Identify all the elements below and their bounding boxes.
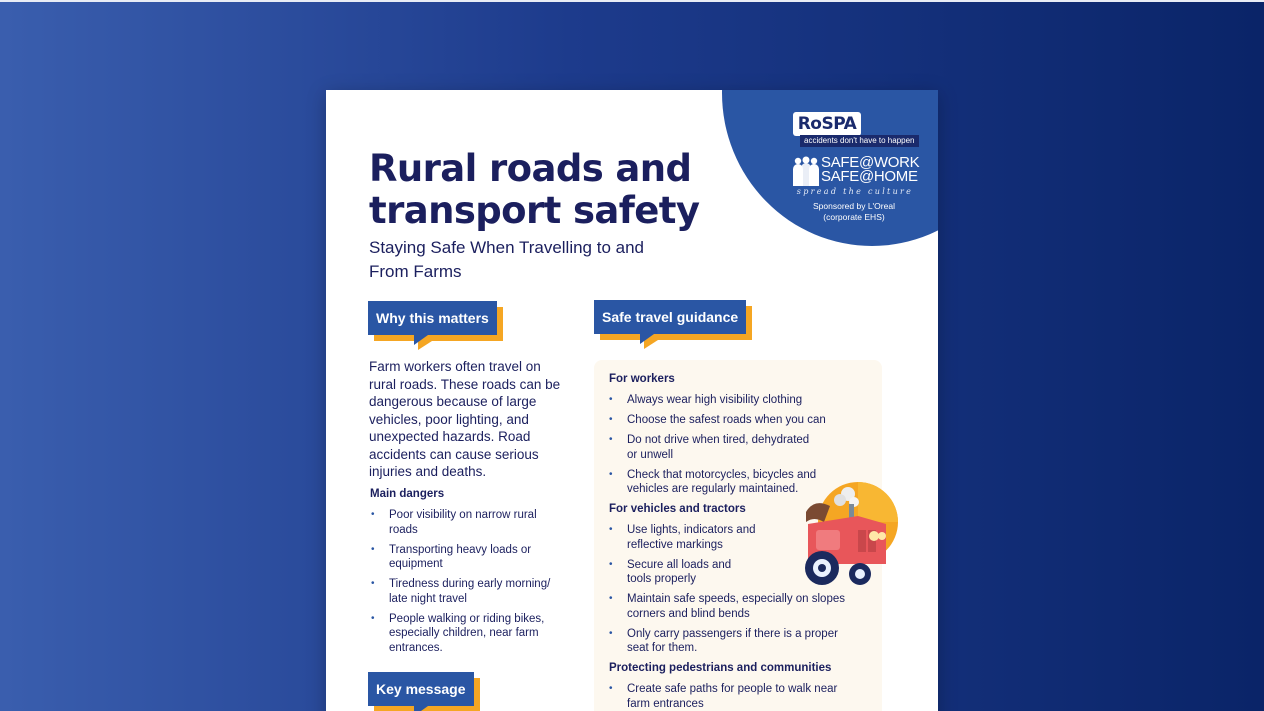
tag-tail [414, 335, 428, 345]
for-workers-heading: For workers [609, 373, 675, 385]
list-item: • Maintain safe speeds, especially on slopes corners and blind bends [608, 592, 858, 621]
safe-travel-guidance-label: Safe travel guidance [602, 309, 739, 325]
top-border [0, 0, 1264, 2]
page-title: Rural roads and transport safety [369, 147, 700, 232]
why-this-matters-tag [368, 301, 497, 335]
dangers-list [370, 508, 556, 661]
list-item: • Use lights, indicators and reflective markings [608, 523, 768, 552]
safe-at-work-logo [821, 156, 919, 184]
for-vehicles-heading: For vehicles and tractors [609, 503, 746, 515]
list-item: • Always wear high visibility clothing [608, 393, 830, 408]
why-this-matters-label: Why this matters [376, 310, 489, 326]
intro-paragraph: Farm workers often travel on rural roads. These roads can be dangerous because of large vehicles, poor lighting, and unexpected hazards. Road accidents can cause serious injuries and deaths. [369, 359, 561, 479]
key-message-tag [368, 672, 474, 706]
protecting-pedestrians-heading: Protecting pedestrians and communities [609, 662, 832, 674]
list-item: • People walking or riding bikes, especially children, near farm entrances. [370, 612, 556, 656]
tag-tail [414, 706, 428, 711]
safe-work-text: SAFE@WORK [821, 154, 920, 171]
list-item: • Poor visibility on narrow rural roads [370, 508, 556, 537]
safe-travel-guidance-tag [594, 300, 746, 334]
sponsor-line-1: Sponsored by L'Oreal [813, 201, 895, 211]
family-icon [792, 156, 820, 186]
document-page [326, 90, 938, 711]
list-item: • Choose the safest roads when you can [608, 413, 830, 428]
list-item: • Only carry passengers if there is a proper seat for them. [608, 627, 838, 656]
list-item: • Do not drive when tired, dehydrated or unwell [608, 433, 818, 462]
pedestrians-list [608, 682, 858, 711]
spread-the-culture: spread the culture [796, 187, 914, 196]
list-item: • Secure all loads and tools properly [608, 558, 738, 587]
page-subtitle: Staying Safe When Travelling to and From Farms [369, 238, 644, 281]
sponsor-line-2: (corporate EHS) [823, 212, 885, 222]
tag-tail [640, 334, 654, 344]
main-dangers-heading: Main dangers [370, 488, 445, 500]
safe-home-text: SAFE@HOME [821, 168, 918, 185]
list-item: • Create safe paths for people to walk near farm entrances [608, 682, 858, 711]
list-item: • Transporting heavy loads or equipment [370, 543, 556, 572]
tractor-illustration [788, 480, 900, 590]
rospa-tagline: accidents don't have to happen [800, 135, 919, 147]
list-item: • Check that motorcycles, bicycles and vehicles are regularly maintained. [608, 468, 830, 497]
key-message-label: Key message [376, 681, 466, 697]
sponsor-note [792, 201, 916, 223]
list-item: • Tiredness during early morning/ late night travel [370, 577, 556, 606]
rospa-logo: RoSPA [793, 112, 861, 136]
